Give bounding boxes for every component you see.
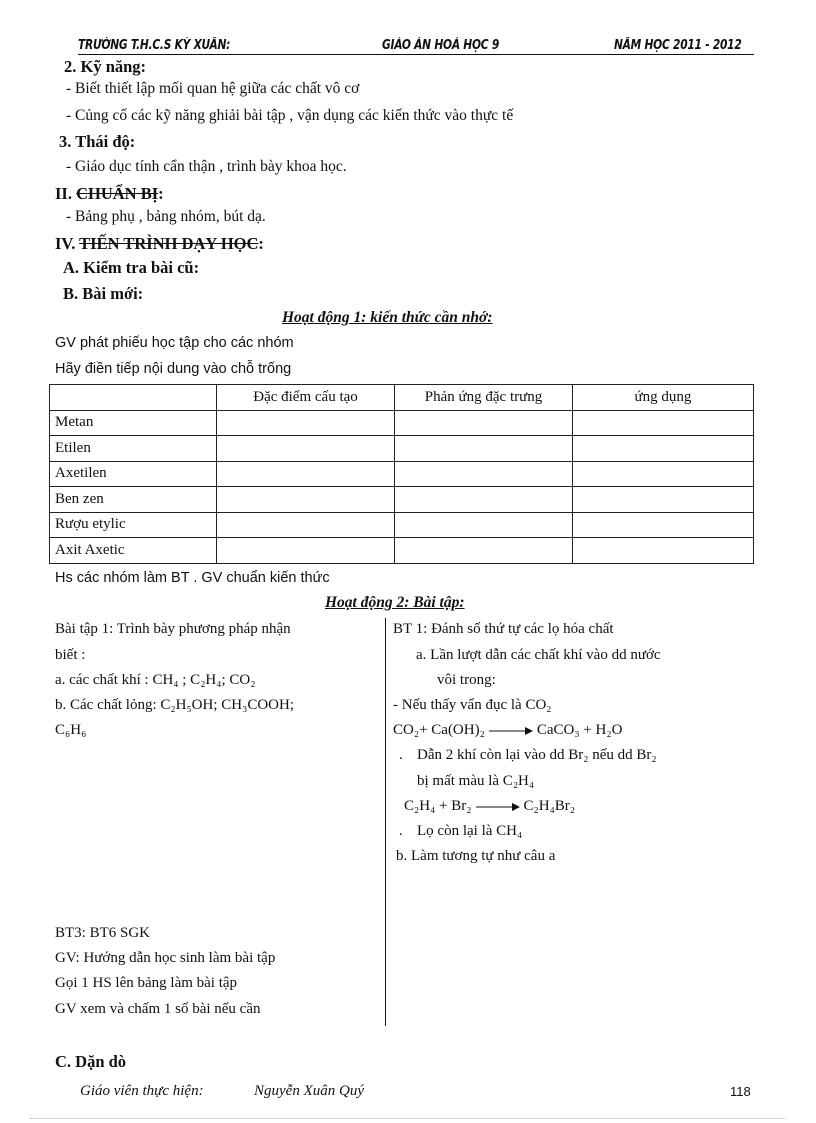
left-line-9: GV xem và chấm 1 số bài nếu cần	[55, 1001, 261, 1017]
process-colon: :	[258, 234, 264, 253]
left-line-6: BT3: BT6 SGK	[55, 925, 151, 941]
table-cell	[395, 538, 573, 564]
skills-item-1: - Biết thiết lập mối quan hệ giữa các chất vô cơ	[66, 80, 360, 97]
prep-title: CHUẨN BỊ	[76, 184, 159, 203]
table-cell	[573, 436, 754, 462]
skills-title: 2. Kỹ năng:	[64, 57, 147, 76]
right-equation-1	[393, 722, 622, 739]
teacher-label: Giáo viên thực hiện:	[80, 1083, 204, 1099]
header-subject: GIÁO ÁN HOÁ HỌC 9	[382, 38, 500, 53]
right-equation-2	[404, 798, 575, 815]
row-label: Axetilen	[50, 461, 217, 487]
table-header-cell: Phản ứng đặc trưng	[395, 385, 573, 411]
dot-bullet-icon: .	[399, 747, 403, 763]
table-cell	[217, 436, 395, 462]
attitude-item-1: - Giáo dục tính cẩn thận , trình bày khoa học.	[66, 158, 347, 175]
skills-item-2: - Củng cố các kỹ năng ghiải bài tập , vận dụng các kiến thức vào thực tế	[66, 107, 514, 124]
left-line-7: GV: Hướng dẫn học sinh làm bài tập	[55, 950, 276, 966]
table-cell	[395, 487, 573, 513]
footer-dotted-rule	[30, 1118, 786, 1119]
activity2-title: Hoạt động 2: Bài tập:	[325, 594, 465, 611]
left-line-2: biết :	[55, 647, 86, 663]
process-title: TIẾN TRÌNH DẠY HỌC	[79, 234, 259, 253]
right-line-9-text: Lọ còn lại là CH₄	[417, 823, 523, 839]
equation-2-reactants: C₂H₄ + Br₂	[404, 798, 472, 814]
table-row	[50, 410, 754, 436]
table-row	[50, 487, 754, 513]
left-line-4: b. Các chất lỏng: C₂H₅OH; CH₃COOH;	[55, 697, 295, 713]
table-cell	[217, 512, 395, 538]
process-heading	[55, 234, 264, 254]
check-old-heading: A. Kiểm tra bài cũ:	[63, 258, 200, 277]
prep-num: II.	[55, 184, 77, 203]
left-line-1: Bài tập 1: Trình bày phương pháp nhận	[55, 621, 291, 637]
arrow-right-icon	[476, 802, 520, 812]
right-line-10: b. Làm tương tự như câu a	[396, 848, 556, 864]
table-row	[50, 461, 754, 487]
arrow-right-icon	[489, 726, 533, 736]
table-cell	[573, 461, 754, 487]
column-divider	[385, 618, 386, 1026]
header-year: NĂM HỌC 2011 - 2012	[614, 38, 742, 53]
dot-bullet-icon: .	[399, 823, 403, 839]
table-cell	[217, 487, 395, 513]
process-num: IV.	[55, 234, 80, 253]
left-line-3: a. các chất khí : CH₄ ; C₂H₄; CO₂	[55, 672, 256, 688]
equation-1-reactants: CO₂+ Ca(OH)₂	[393, 722, 485, 738]
right-line-2: a. Lần lượt dẫn các chất khí vào dd nước	[416, 647, 661, 663]
row-label: Axit Axetic	[50, 538, 217, 564]
table-cell	[395, 512, 573, 538]
closing-title: C. Dặn dò	[55, 1052, 127, 1071]
table-row	[50, 512, 754, 538]
row-label: Rượu etylic	[50, 512, 217, 538]
left-line-8: Gọi 1 HS lên bảng làm bài tập	[55, 975, 238, 991]
table-cell	[217, 410, 395, 436]
table-cell	[573, 538, 754, 564]
header-rule	[78, 54, 754, 55]
page-number: 118	[730, 1084, 751, 1099]
prep-item-1: - Bảng phụ , bảng nhóm, bút dạ.	[66, 208, 266, 225]
right-line-1: BT 1: Đánh số thứ tự các lọ hóa chất	[393, 621, 614, 637]
row-label: Metan	[50, 410, 217, 436]
table-header-cell: ứng dụng	[573, 385, 754, 411]
equation-2-products: C₂H₄Br₂	[523, 798, 576, 814]
right-line-9	[399, 823, 522, 840]
prep-colon: :	[158, 184, 164, 203]
table-cell	[573, 410, 754, 436]
table-row	[50, 538, 754, 564]
table-cell	[395, 461, 573, 487]
right-line-7: bị mất màu là C₂H₄	[417, 773, 535, 789]
activity1-title: Hoạt động 1: kiến thức cần nhớ:	[282, 309, 493, 326]
activity1-after: Hs các nhóm làm BT . GV chuẩn kiến thức	[55, 570, 330, 586]
table-cell	[573, 487, 754, 513]
right-line-6-text: Dẫn 2 khí còn lại vào dd Br₂ nếu dd Br₂	[417, 747, 657, 763]
table-cell	[217, 461, 395, 487]
table-cell	[217, 538, 395, 564]
equation-1-products: CaCO₃ + H₂O	[536, 722, 623, 738]
row-label: Ben zen	[50, 487, 217, 513]
attitude-title: 3. Thái độ:	[59, 132, 136, 151]
header-school: TRƯỜNG T.H.C.S KỲ XUÂN:	[78, 38, 231, 53]
activity1-line2: Hãy điền tiếp nội dung vào chỗ trống	[55, 361, 292, 377]
activity1-line1: GV phát phiếu học tập cho các nhóm	[55, 335, 294, 351]
table-header-cell: Đặc điểm cấu tạo	[217, 385, 395, 411]
prep-heading	[55, 184, 164, 204]
table-cell	[395, 410, 573, 436]
right-line-4: - Nếu thấy vẩn đục là CO₂	[393, 697, 552, 713]
right-line-3: vôi trong:	[437, 672, 496, 688]
table-row	[50, 436, 754, 462]
table-header-row	[50, 385, 754, 411]
table-cell	[395, 436, 573, 462]
row-label: Etilen	[50, 436, 217, 462]
table-cell	[573, 512, 754, 538]
table-header-cell	[50, 385, 217, 411]
right-line-6	[399, 747, 657, 764]
left-line-5: C₆H₆	[55, 722, 87, 738]
teacher-name: Nguyễn Xuân Quý	[254, 1083, 364, 1099]
knowledge-table	[49, 384, 754, 564]
new-lesson-heading: B. Bài mới:	[63, 284, 144, 303]
